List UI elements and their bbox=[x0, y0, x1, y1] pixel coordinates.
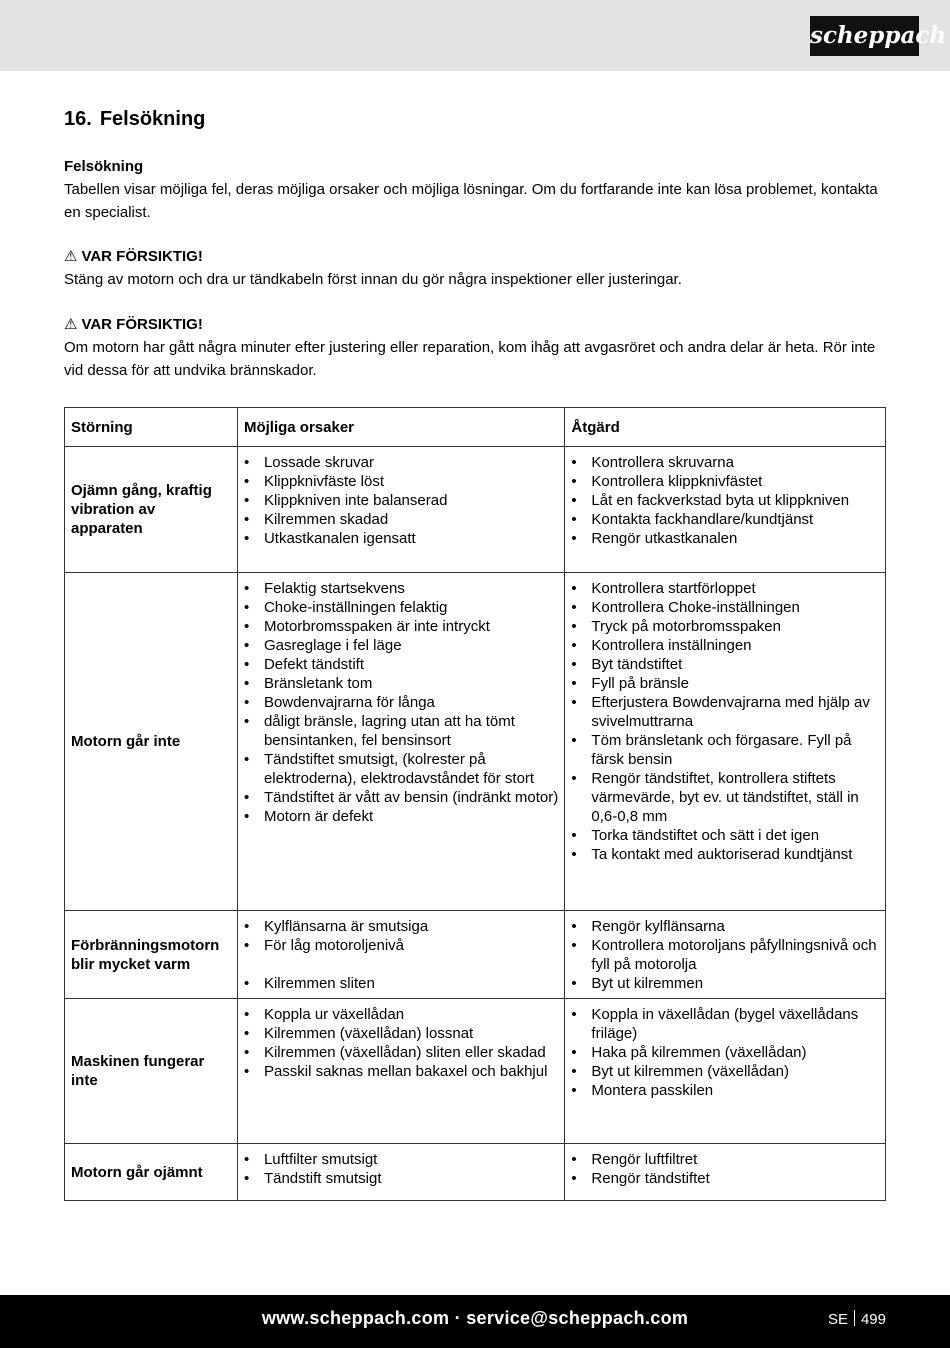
intro-heading: Felsökning bbox=[64, 158, 144, 175]
causes-cell bbox=[237, 447, 564, 573]
causes-cell bbox=[237, 999, 564, 1144]
list-item: • Tändstiftet smutsigt, (kolrester på elektroderna), elektrodavståndet för stort bbox=[244, 750, 558, 788]
remedy-cell bbox=[565, 573, 886, 911]
remedy-list bbox=[571, 917, 879, 993]
warning-heading-2 bbox=[64, 313, 894, 336]
list-item: • Kontrollera Choke-inställningen bbox=[571, 598, 879, 617]
list-item: • Kontrollera startförloppet bbox=[571, 579, 879, 598]
language-code: SE bbox=[827, 1311, 848, 1328]
causes-cell bbox=[237, 911, 564, 999]
list-item: • Luftfilter smutsigt bbox=[244, 1150, 558, 1169]
list-item: • Choke-inställningen felaktig bbox=[244, 598, 558, 617]
remedy-cell bbox=[565, 999, 886, 1144]
section-number: 16. bbox=[64, 108, 92, 130]
causes-list bbox=[244, 1150, 558, 1188]
warning-triangle-icon: ⚠ bbox=[64, 248, 78, 265]
remedy-cell bbox=[565, 911, 886, 999]
table-row bbox=[65, 447, 886, 573]
footer-contact: www.scheppach.com · service@scheppach.com bbox=[261, 1308, 689, 1328]
causes-list bbox=[244, 1005, 558, 1081]
list-item: • Kontrollera skruvarna bbox=[571, 453, 879, 472]
list-item: • Passkil saknas mellan bakaxel och bakhjul bbox=[244, 1062, 558, 1081]
list-item: • Kontrollera klippknivfästet bbox=[571, 472, 879, 491]
list-item: • Gasreglage i fel läge bbox=[244, 636, 558, 655]
list-item: • Kilremmen skadad bbox=[244, 510, 558, 529]
list-item: • Bränsletank tom bbox=[244, 674, 558, 693]
list-item: • Efterjustera Bowdenvajrarna med hjälp av svivelmuttrarna bbox=[571, 693, 879, 731]
table-header-row bbox=[65, 408, 886, 447]
remedy-list bbox=[571, 1150, 879, 1188]
list-item: • Motorn är defekt bbox=[244, 807, 558, 826]
list-item: • Torka tändstiftet och sätt i det igen bbox=[571, 826, 879, 845]
list-item: • Fyll på bränsle bbox=[571, 674, 879, 693]
causes-list bbox=[244, 453, 558, 548]
causes-cell bbox=[237, 1144, 564, 1201]
list-item: • Montera passkilen bbox=[571, 1081, 879, 1100]
warning-title-2: VAR FÖRSIKTIG! bbox=[81, 316, 203, 333]
list-item: • Tändstiftet är vått av bensin (indränkt motor) bbox=[244, 788, 558, 807]
remedy-list bbox=[571, 1005, 879, 1100]
list-item: • Kylflänsarna är smutsiga bbox=[244, 917, 558, 936]
column-header-causes: Möjliga orsaker bbox=[237, 408, 564, 447]
page-number bbox=[828, 1310, 886, 1328]
warning-title-1: VAR FÖRSIKTIG! bbox=[81, 248, 203, 265]
column-header-fault: Störning bbox=[65, 408, 238, 447]
list-item: • Klippkniven inte balanserad bbox=[244, 491, 558, 510]
list-item: • Motorbromsspaken är inte intryckt bbox=[244, 617, 558, 636]
list-item: • Felaktig startsekvens bbox=[244, 579, 558, 598]
list-item: • Kontrollera motoroljans påfyllningsnivå och fyll på motorolja bbox=[571, 936, 879, 974]
list-item: • Rengör kylflänsarna bbox=[571, 917, 879, 936]
list-item: • Rengör tändstiftet bbox=[571, 1169, 879, 1188]
list-item: • Haka på kilremmen (växellådan) bbox=[571, 1043, 879, 1062]
fault-cell: Motorn går ojämnt bbox=[65, 1144, 238, 1201]
intro-text: Tabellen visar möjliga fel, deras möjliga orsaker och möjliga lösningar. Om du fortfarande inte kan lösa problemet, kontakta en specialist. bbox=[64, 181, 878, 221]
list-item: • Rengör tändstiftet, kontrollera stiftets värmevärde, byt ev. ut tändstiftet, ställ in 0,6-0,8 mm bbox=[571, 769, 879, 826]
fault-cell: Motorn går inte bbox=[65, 573, 238, 911]
list-item: • För låg motoroljenivå bbox=[244, 936, 558, 955]
list-item: • Byt ut kilremmen bbox=[571, 974, 879, 993]
warning-text-2: Om motorn har gått några minuter efter justering eller reparation, kom ihåg att avgasröret och andra delar är heta. Rör inte vid dessa för att undvika brännskador. bbox=[64, 339, 876, 379]
warning-block-1 bbox=[64, 245, 894, 291]
table-row bbox=[65, 911, 886, 999]
troubleshooting-table bbox=[64, 407, 886, 1201]
list-item: • Kilremmen sliten bbox=[244, 974, 558, 993]
list-item: • Ta kontakt med auktoriserad kundtjänst bbox=[571, 845, 879, 864]
list-item: • Byt ut kilremmen (växellådan) bbox=[571, 1062, 879, 1081]
list-item: • Utkastkanalen igensatt bbox=[244, 529, 558, 548]
footer-bar bbox=[0, 1295, 950, 1348]
fault-cell: Maskinen fungerar inte bbox=[65, 999, 238, 1144]
remedy-cell bbox=[565, 1144, 886, 1201]
list-item: • Tryck på motorbromsspaken bbox=[571, 617, 879, 636]
list-item: • Defekt tändstift bbox=[244, 655, 558, 674]
fault-cell: Ojämn gång, kraftig vibration av apparaten bbox=[65, 447, 238, 573]
warning-triangle-icon: ⚠ bbox=[64, 316, 78, 333]
table-row bbox=[65, 573, 886, 911]
page-separator bbox=[854, 1310, 855, 1326]
remedy-list bbox=[571, 579, 879, 864]
warning-text-1: Stäng av motorn och dra ur tändkabeln först innan du gör några inspektioner eller justeringar. bbox=[64, 271, 682, 288]
list-item: • Kontrollera inställningen bbox=[571, 636, 879, 655]
list-item: • dåligt bränsle, lagring utan att ha tömt bensintanken, fel bensinsort bbox=[244, 712, 558, 750]
list-item: • Töm bränsletank och förgasare. Fyll på färsk bensin bbox=[571, 731, 879, 769]
list-item: • Lossade skruvar bbox=[244, 453, 558, 472]
section-title bbox=[64, 108, 205, 131]
list-item: • Bowdenvajrarna för långa bbox=[244, 693, 558, 712]
section-title-text: Felsökning bbox=[99, 108, 206, 130]
table-row bbox=[65, 999, 886, 1144]
list-item: • Rengör luftfiltret bbox=[571, 1150, 879, 1169]
remedy-cell bbox=[565, 447, 886, 573]
header-bar bbox=[0, 0, 950, 71]
warning-block-2 bbox=[64, 313, 894, 382]
causes-cell bbox=[237, 573, 564, 911]
scheppach-logo: scheppach bbox=[810, 16, 919, 56]
list-item: • Kontakta fackhandlare/kundtjänst bbox=[571, 510, 879, 529]
list-item: • Koppla ur växellådan bbox=[244, 1005, 558, 1024]
column-header-remedy: Åtgärd bbox=[565, 408, 886, 447]
fault-cell: Förbränningsmotorn blir mycket varm bbox=[65, 911, 238, 999]
list-item: • Byt tändstiftet bbox=[571, 655, 879, 674]
list-item: • Tändstift smutsigt bbox=[244, 1169, 558, 1188]
remedy-list bbox=[571, 453, 879, 548]
list-item: • Koppla in växellådan (bygel växellådans friläge) bbox=[571, 1005, 879, 1043]
warning-heading-1 bbox=[64, 245, 894, 268]
list-item: • Klippknivfäste löst bbox=[244, 472, 558, 491]
causes-list bbox=[244, 917, 558, 993]
page-number-value: 499 bbox=[860, 1311, 886, 1328]
list-item: • Låt en fackverkstad byta ut klippkniven bbox=[571, 491, 879, 510]
list-item: • Kilremmen (växellådan) lossnat bbox=[244, 1024, 558, 1043]
table-row bbox=[65, 1144, 886, 1201]
causes-list bbox=[244, 579, 558, 826]
list-item: • Rengör utkastkanalen bbox=[571, 529, 879, 548]
intro-block bbox=[64, 155, 894, 224]
list-item: • Kilremmen (växellådan) sliten eller skadad bbox=[244, 1043, 558, 1062]
